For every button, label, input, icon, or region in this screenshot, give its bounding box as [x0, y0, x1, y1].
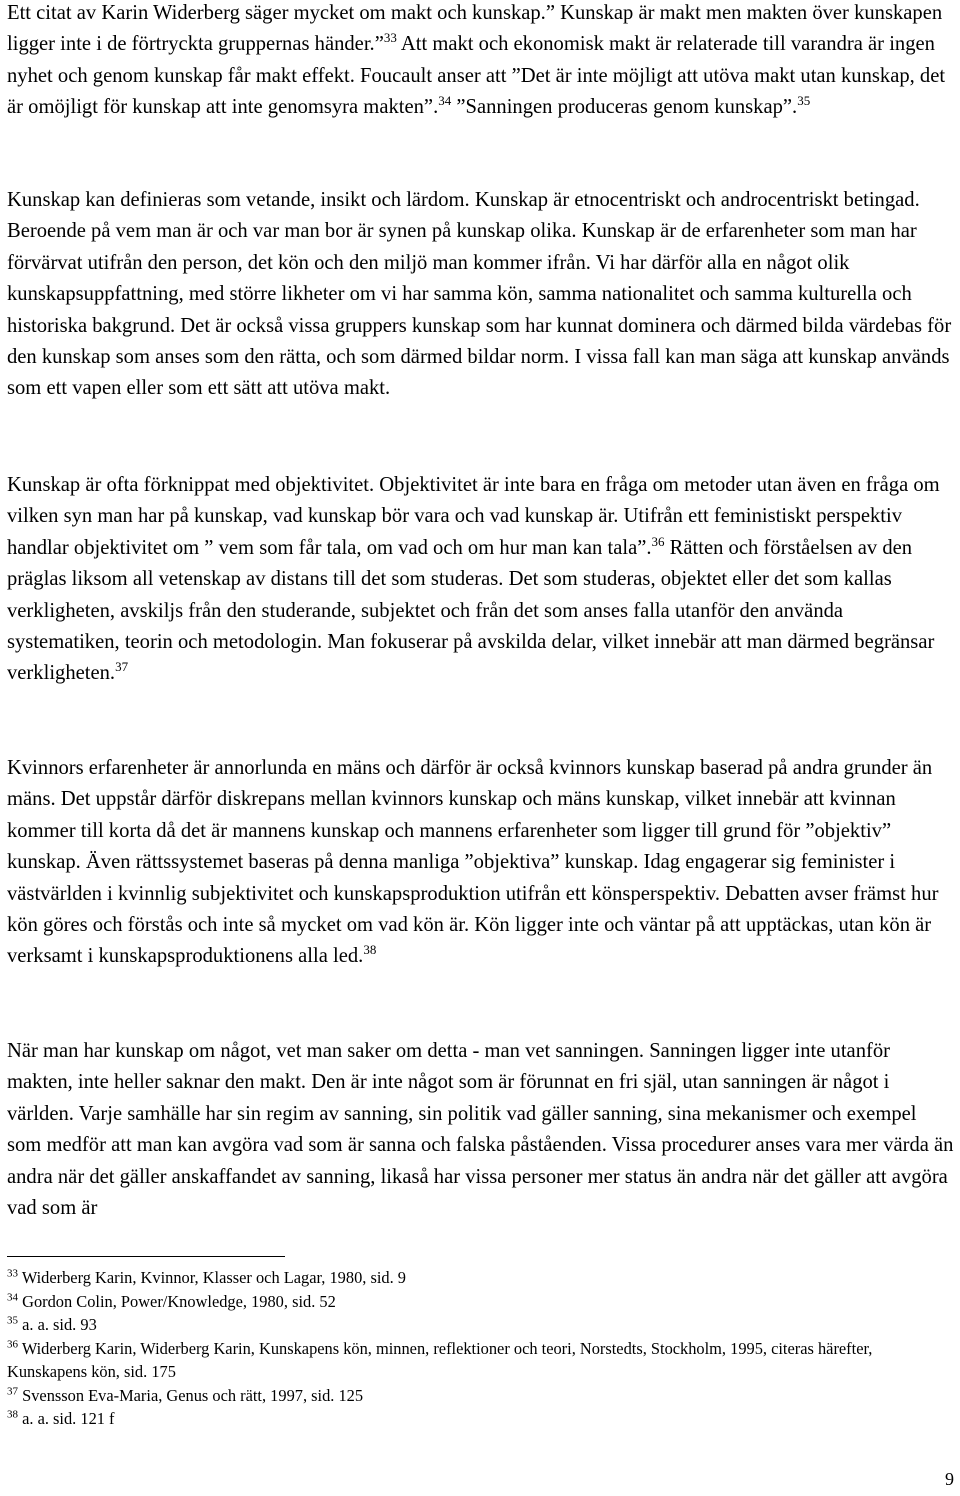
footnotes	[7, 1266, 955, 1431]
footnote-35	[7, 1313, 955, 1337]
footnote-text: Widerberg Karin, Kvinnor, Klasser och Lagar, 1980, sid. 9	[21, 1268, 406, 1287]
footnote-ref-33[interactable]: 33	[383, 30, 397, 46]
footnote-36	[7, 1337, 955, 1384]
paragraph-1	[7, 0, 955, 124]
footnote-text: Svensson Eva-Maria, Genus och rätt, 1997, sid. 125	[22, 1385, 364, 1405]
paragraph-4-text-a: Kvinnors erfarenheter är annorlunda en mäns och därför är också kvinnors kunskap baserad på andra grunder än mäns. Det uppstår därför diskrepans mellan kvinnors kunskap och mäns kunskap, vilket innebär att kvinnan kommer till korta då det är mannens kunskap och mannens erfarenheter som ligger till grund för ”objektiv” kunskap. Även rättssystemet baseras på denna manliga ”objektiva” kunskap. Idag engagerar sig feminister i västvärlden i kvinnlig subjektivitet och kunskapsproduktion utifrån ett könsperspektiv. Debatten avser främst hur kön göres och förstås och inte så mycket om vad kön är. Kön ligger inte och väntar på att upptäckas, utan kön är verksamt i kunskapsproduktionens alla led.	[7, 757, 939, 968]
footnote-number: 37	[7, 1385, 18, 1398]
page-number: 9	[945, 1469, 954, 1489]
footnote-ref-37[interactable]: 37	[115, 659, 129, 675]
footnote-text: Widerberg Karin, Widerberg Karin, Kunskapens kön, minnen, reflektioner och teori, Norstedts, Stockholm, 1995, citeras härefter, Kunskapens kön, sid. 175	[7, 1338, 873, 1381]
paragraph-1-text-c: ”Sanningen produceras genom kunskap”.	[451, 96, 798, 119]
footnote-number: 36	[7, 1338, 18, 1351]
paragraph-1-text-b: Att makt och ekonomisk makt är relaterade till varandra är ingen nyhet och genom kunskap får makt effekt. Foucault anser att ”Det är inte möjligt att utöva makt utan kunskap, det är omöjligt för kunskap att inte genomsyra makten”.	[7, 33, 946, 119]
footnote-ref-34[interactable]: 34	[438, 93, 452, 109]
footnote-number: 35	[7, 1314, 18, 1327]
paragraph-5: När man har kunskap om något, vet man saker om detta - man vet sanningen. Sanningen ligger inte utanför makten, inte heller saknar den makt. Den är inte något som är förunnat en fri själ, utan sanningen är något i världen. Varje samhälle har sin regim av sanning, sin politik vad gäller sanning, sina mekanismer och exempel som medför att man kan avgöra vad som är sanna och falska påståenden. Vissa procedurer anses vara mer värda än andra när det gäller anskaffandet av sanning, likaså har vissa personer mer status än andra när det gäller att avgöra vad som är	[7, 1040, 954, 1220]
footnote-number: 33	[7, 1267, 18, 1280]
footnote-text: a. a. sid. 93	[22, 1315, 97, 1334]
footnote-number: 38	[7, 1408, 18, 1421]
footnote-number: 34	[7, 1291, 18, 1304]
footnote-text: a. a. sid. 121 f	[22, 1409, 115, 1428]
footnote-38	[7, 1407, 955, 1431]
paragraph-1-text-a: Ett citat av Karin Widerberg säger mycket om makt och kunskap.” Kunskap är makt men makten över kunskapen ligger inte i de förtryckta gruppernas händer.”	[7, 2, 943, 56]
footnote-ref-36[interactable]: 36	[651, 533, 665, 549]
footnote-37	[7, 1384, 955, 1408]
paragraph-4	[7, 753, 955, 973]
paragraph-3-text-a: Kunskap är ofta förknippat med objektivitet. Objektivitet är inte bara en fråga om metoder utan även en fråga om vilken syn man har på kunskap, vad kunskap bör vara och vad kunskap är. Utifrån ett feministiskt perspektiv handlar objektivitet om ” vem som får tala, om vad och om hur man kan tala”.	[7, 474, 940, 559]
paragraph-3	[7, 470, 955, 690]
paragraph-2: Kunskap kan definieras som vetande, insikt och lärdom. Kunskap är etnocentriskt och androcentriskt betingad. Beroende på vem man är och var man bor är synen på kunskap olika. Kunskap är de erfarenheter som man har förvärvat utifrån den person, det kön och den miljö man kommer ifrån. Vi har därför alla en något olik kunskapsuppfattning, med större likheter om vi har samma kön, samma nationalitet och samma kulturella och historiska bakgrund. Det är också vissa gruppers kunskap som har kunnat dominera och därmed bilda värdebas för den kunskap som anses som den rätta, och som därmed bildar norm. I vissa fall kan man säga att kunskap används som ett vapen eller som ett sätt att utöva makt.	[7, 189, 952, 400]
paragraph-3-text-b: Rätten och förståelsen av den präglas liksom all vetenskap av distans till det som studeras. Det som studeras, objektet eller det som kallas verkligheten, avskiljs från den studerande, subjektet och från det som anses falla utanför den använda systematiken, teorin och metodologin. Man fokuserar på avskilda delar, vilket innebär att man därmed begränsar verkligheten.	[7, 536, 935, 685]
footnote-separator	[7, 1256, 285, 1257]
footnote-ref-35[interactable]: 35	[797, 93, 811, 109]
footnote-ref-38[interactable]: 38	[363, 942, 377, 958]
footnote-text: Gordon Colin, Power/Knowledge, 1980, sid. 52	[22, 1291, 336, 1311]
footnote-34	[7, 1290, 955, 1314]
footnote-33	[7, 1266, 955, 1290]
